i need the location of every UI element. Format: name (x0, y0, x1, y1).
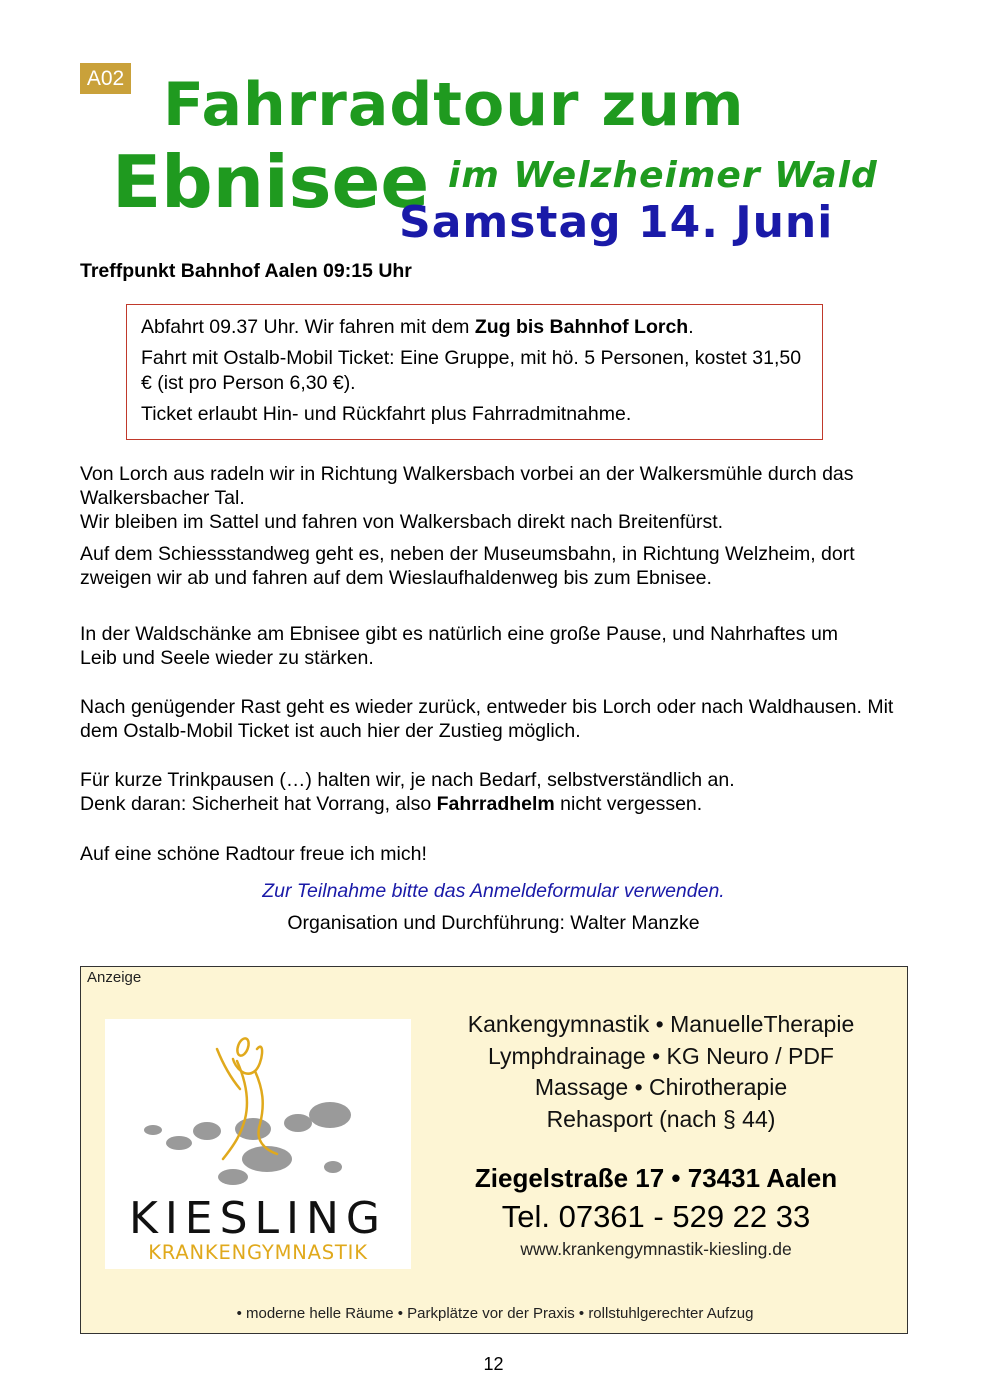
logo-stone-8 (218, 1169, 248, 1185)
info-line-2: Fahrt mit Ostalb-Mobil Ticket: Eine Gruppe, mit hö. 5 Personen, kostet 31,50 € (ist pro Person 6,30 €). (141, 347, 802, 394)
subtitle: im Welzheimer Wald (448, 155, 878, 196)
paragraph-6: Auf eine schöne Radtour freue ich mich! (80, 843, 427, 865)
ad-phone: Tel. 07361 - 529 22 33 (501, 1199, 811, 1234)
service-line: Rehasport (nach § 44) (546, 1105, 776, 1132)
service-line: Lymphdrainage • KG Neuro / PDF (488, 1042, 834, 1069)
paragraph-3: In der Waldschänke am Ebnisee gibt es natürlich eine große Pause, und Nahrhaftes um Leib und Seele wieder zu stärken. (80, 623, 839, 669)
logo-stone-4 (193, 1122, 221, 1140)
service-list (421, 1009, 901, 1135)
service-line: Kankengymnastik • ManuelleTherapie (467, 1011, 855, 1037)
organizer: Organisation und Durchführung: Walter Manzke (287, 912, 700, 934)
section-badge: A02 (80, 63, 131, 94)
title-line-1: Fahrradtour zum (163, 70, 745, 140)
logo-stone-6 (144, 1125, 162, 1135)
ad-website[interactable]: www.krankengymnastik-kiesling.de (520, 1239, 792, 1259)
ad-label: Anzeige (87, 969, 142, 986)
logo-stone-5 (166, 1136, 192, 1150)
info-line-1: Abfahrt 09.37 Uhr. Wir fahren mit dem Zug bis Bahnhof Lorch. (141, 316, 694, 338)
ad-features: • moderne helle Räume • Parkplätze vor der Praxis • rollstuhlgerechter Aufzug (236, 1305, 754, 1322)
logo-stone-1 (309, 1102, 351, 1128)
logo-figure (217, 1037, 277, 1159)
paragraph-1: Von Lorch aus radeln wir in Richtung Walkersbach vorbei an der Walkersmühle durch das Walkersbacher Tal. Wir bleiben im Sattel und fahren von Walkersbach direkt nach Breitenfürst. (80, 463, 854, 533)
logo-graphic (105, 1019, 411, 1269)
info-box (126, 304, 823, 440)
registration-note: Zur Teilnahme bitte das Anmeldeformular verwenden. (262, 880, 725, 902)
paragraph-2: Auf dem Schiessstandweg geht es, neben der Museumsbahn, in Richtung Welzheim, dort zweigen wir ab und fahren auf dem Wieslaufhaldenweg bis zum Ebnisee. (80, 543, 855, 589)
page-number: 12 (483, 1354, 504, 1374)
logo-stone-9 (324, 1161, 342, 1173)
kiesling-logo (105, 1019, 411, 1269)
advertisement (80, 966, 908, 1334)
title-line-2: Ebnisee (112, 140, 430, 224)
info-line-3: Ticket erlaubt Hin- und Rückfahrt plus Fahrradmitnahme. (141, 403, 632, 425)
paragraph-4: Nach genügender Rast geht es wieder zurück, entweder bis Lorch oder nach Waldhausen. Mit dem Ostalb-Mobil Ticket ist auch hier der Zustieg möglich. (80, 696, 894, 742)
ad-address: Ziegelstraße 17 • 73431 Aalen (474, 1163, 838, 1193)
paragraph-5: Für kurze Trinkpausen (…) halten wir, je nach Bedarf, selbstverständlich an. Denk daran: Sicherheit hat Vorrang, also Fahrradhelm nicht vergessen. (80, 769, 735, 815)
event-date: Samstag 14. Juni (399, 197, 834, 248)
logo-stone-2 (284, 1114, 312, 1132)
service-line: Massage • Chirotherapie (534, 1074, 788, 1100)
logo-subtitle: KRANKENGYMNASTIK (148, 1241, 368, 1264)
meeting-point: Treffpunkt Bahnhof Aalen 09:15 Uhr (80, 260, 412, 282)
logo-name: KIESLING (128, 1193, 388, 1244)
